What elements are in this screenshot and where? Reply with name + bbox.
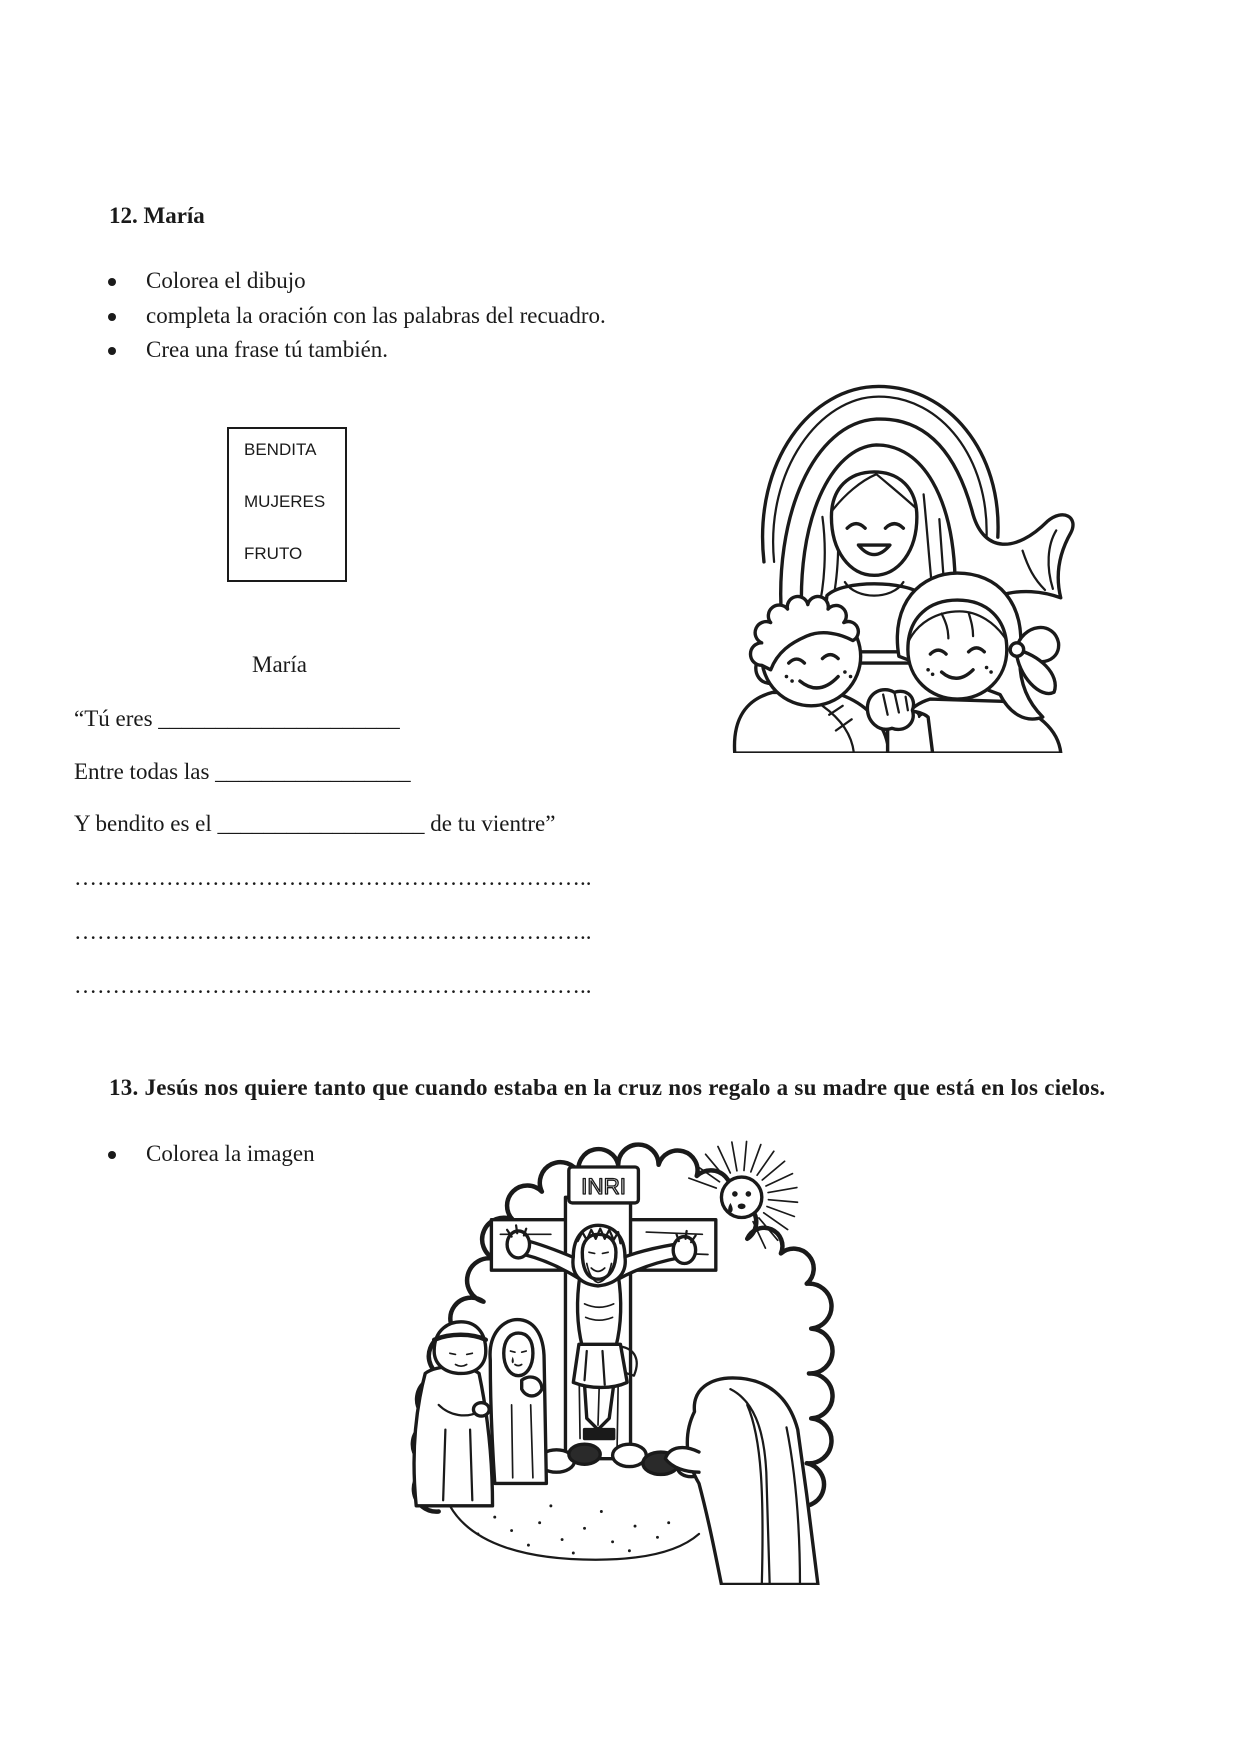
answer-line: ………………………………………………………….. [74,919,592,944]
prayer-line: Y bendito es el __________________ de tu vientre” [74,811,556,836]
inri-sign-text: INRI [581,1173,627,1199]
instruction-item: completa la oración con las palabras del recuadro. [100,299,606,334]
instruction-item: Colorea el dibujo [100,264,606,299]
section-13-instructions [100,1137,315,1172]
word-box-item: MUJERES [244,492,326,511]
answer-lines [74,851,592,1013]
prayer-line: Entre todas las _________________ [74,758,411,784]
answer-line: ………………………………………………………….. [74,973,592,998]
crucifixion-illustration [405,1135,837,1585]
hands [867,690,913,730]
instruction-item: Colorea la imagen [100,1137,315,1172]
answer-line: ………………………………………………………….. [74,865,592,890]
word-box-item: FRUTO [244,544,303,563]
instruction-item: Crea una frase tú también. [100,333,606,368]
ground [450,1504,699,1559]
section-13-heading: 13. Jesús nos quiere tanto que cuando estaba en la cruz nos regalo a su madre que está en los cielos. [109,1075,1106,1100]
prayer-title: María [252,652,307,677]
girl-figure [888,573,1061,753]
woman-praying-figure [490,1320,546,1484]
disciple-figure [414,1322,492,1506]
word-box [227,427,347,582]
section-12-heading: 12. María [109,203,205,228]
word-box-item: BENDITA [244,440,317,459]
prayer-line: “Tú eres _____________________ [74,706,400,731]
section-12-instructions [100,264,606,368]
mary-with-children-illustration [719,382,1090,753]
prayer-lines [74,693,555,851]
